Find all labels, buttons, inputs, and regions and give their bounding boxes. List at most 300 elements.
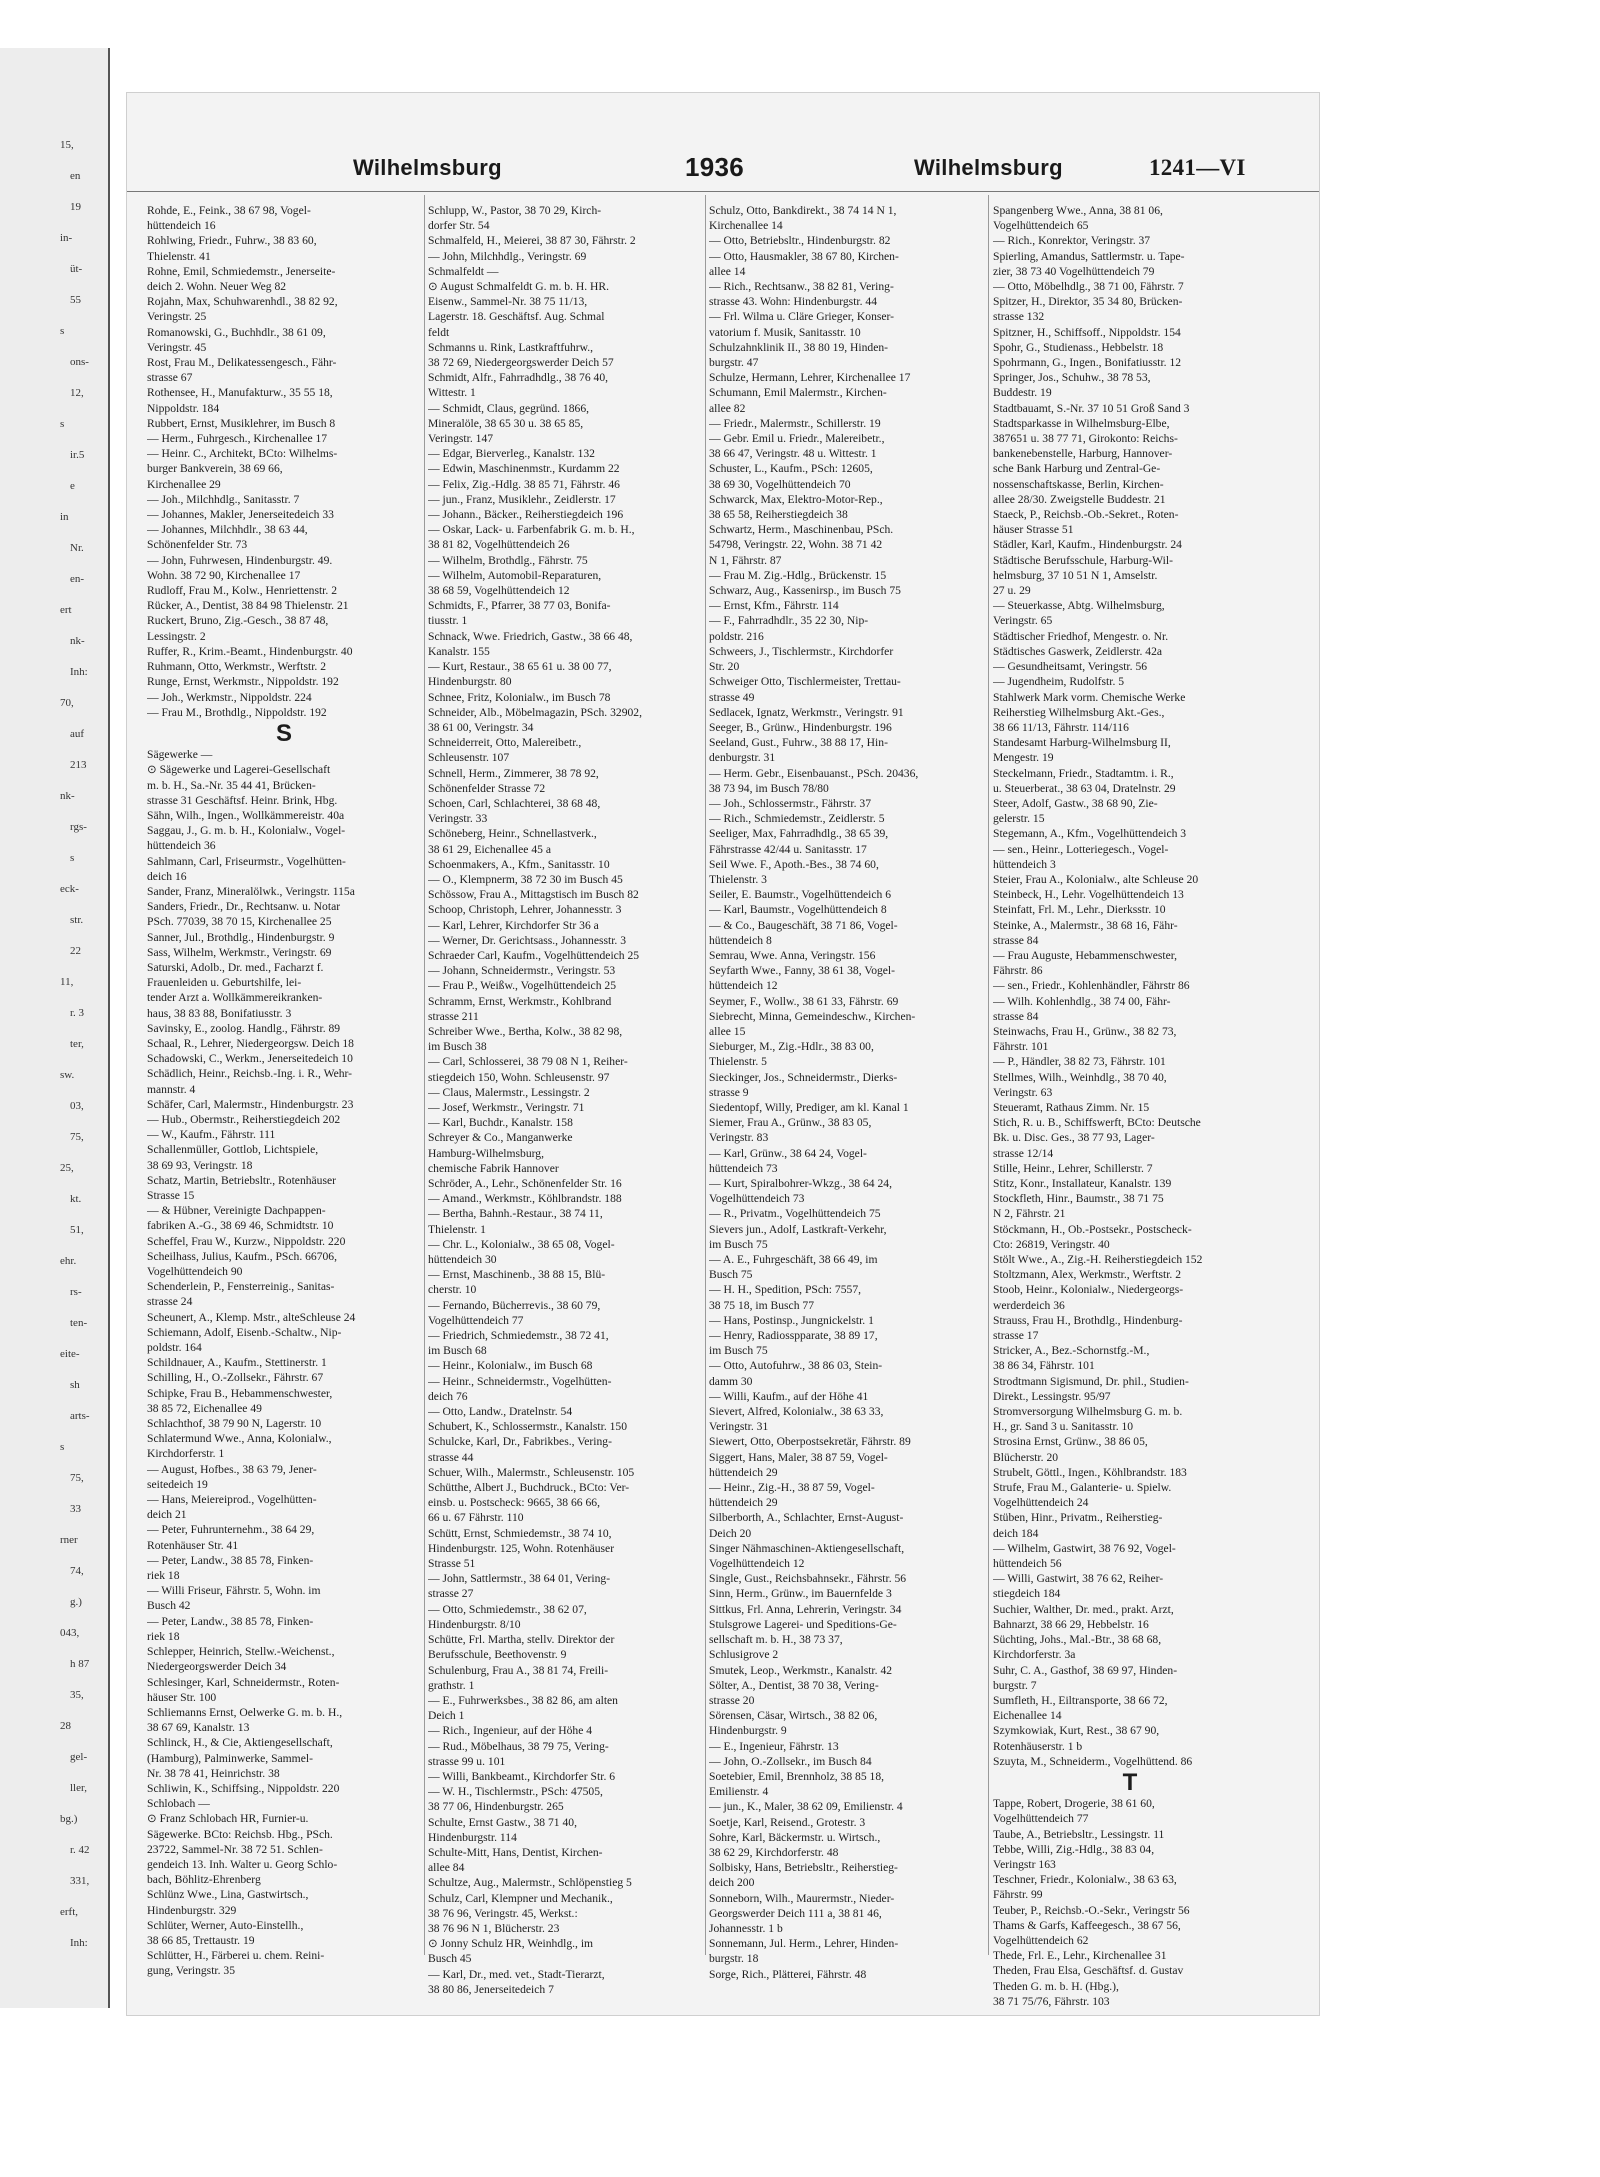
directory-entry-line: Schweiger Otto, Tischlermeister, Trettau- [709,675,901,689]
directory-entry-line: strasse 49 [709,690,755,704]
directory-entry-line: Sonnemann, Jul. Herm., Lehrer, Hinden- [709,1937,899,1951]
directory-entry-line: Eichenallee 14 [993,1709,1062,1723]
directory-entry-line: — Frau P., Weißw., Vogelhüttendeich 25 [428,979,616,993]
header-year: 1936 [685,152,745,182]
directory-entry-line: Schumann, Emil Malermstr., Kirchen- [709,386,887,400]
directory-entry-line: Spohr, G., Studienass., Hebbelstr. 18 [993,340,1164,354]
directory-entry-line: chemische Fabrik Hannover [428,1161,559,1175]
directory-entry-line: 38 66 85, Trettaustr. 19 [147,1933,255,1947]
directory-entry-line: Hindenburgstr. 125, Wohn. Rotenhäuser [428,1541,615,1555]
directory-entry-line: tiusstr. 1 [428,614,468,628]
directory-entry-line: Single, Gust., Reichsbahnsekr., Fährstr. 56 [709,1572,907,1586]
directory-entry-line: burgstr. 47 [709,356,759,370]
directory-entry-line: Seyfarth Wwe., Fanny, 38 61 38, Vogel- [709,964,896,978]
directory-entry-line: Seiler, E. Baumstr., Vogelhüttendeich 6 [709,888,892,902]
directory-entry-line: hüttendeich 12 [709,979,778,993]
directory-entry-line: 27 u. 29 [993,584,1031,598]
previous-page-fragment: 75, [70,1472,84,1484]
directory-entry-line: — E., Ingenieur, Fährstr. 13 [709,1739,839,1753]
directory-entry-line: hüttendeich 8 [709,933,772,947]
directory-entry-line: Städtischer Friedhof, Mengestr. o. Nr. [993,629,1169,643]
directory-entry-line: strasse 132 [993,310,1045,324]
directory-entry-line: — Peter, Landw., 38 85 78, Finken- [147,1553,314,1567]
directory-entry-line: Schlatermund Wwe., Anna, Kolonialw., [147,1432,332,1446]
directory-entry-line: hüttendeich 73 [709,1161,778,1175]
directory-entry-line: 38 71 75/76, Fährstr. 103 [993,1994,1110,2008]
directory-entry-line: Süchting, Johs., Mal.-Btr., 38 68 68, [993,1633,1162,1647]
column-divider [424,195,425,1955]
directory-entry-line: Lagerstr. 18. Geschäftsf. Aug. Schmal [428,310,605,324]
previous-page-fragment: 55 [70,294,81,306]
directory-entry-line: häuser Str. 100 [147,1690,217,1704]
directory-entry-line: Sedlacek, Ignatz, Werkmstr., Veringstr. 91 [709,705,904,719]
directory-entry-line: Schmanns u. Rink, Lastkraftfuhrw., [428,340,594,354]
directory-entry-line: Theden, Frau Elsa, Geschäftsf. d. Gustav [993,1964,1184,1978]
directory-entry-line: Savinsky, E., zoolog. Handlg., Fährstr. 89 [147,1021,341,1035]
directory-entry-line: Schöneberg, Heinr., Schnellastverk., [428,827,597,841]
previous-page-fragment: 22 [70,945,81,957]
directory-entry-line: 38 76 96 N 1, Blücherstr. 23 [428,1921,560,1935]
directory-entry-line: Schlobach — [147,1797,210,1811]
directory-entry-line: Schreiber Wwe., Bertha, Kolw., 38 82 98, [428,1024,623,1038]
directory-entry-line: Singer Nähmaschinen-Aktiengesellschaft, [709,1541,905,1555]
previous-page-fragment: Nr. [70,542,84,554]
directory-entry-line: Strauss, Frau H., Brothdlg., Hindenburg- [993,1313,1183,1327]
directory-entry-line: Schlünz Wwe., Lina, Gastwirtsch., [147,1888,309,1902]
previous-page-fragment: r. 3 [70,1007,85,1019]
directory-entry-line: Schweers, J., Tischlermstr., Kirchdorfer [709,644,894,658]
previous-page-fragment: str. [70,914,84,926]
directory-entry-line: haus, 38 83 88, Bonifatiusstr. 3 [147,1006,292,1020]
directory-entry-line: Sanders, Friedr., Dr., Rechtsanw. u. Notar [147,900,341,914]
directory-entry-line: Schlinck, H., & Cie, Aktiengesellschaft, [147,1736,333,1750]
directory-entry-line: Vogelhüttendeich 90 [147,1265,243,1279]
directory-entry-line: Schulcke, Karl, Dr., Fabrikbes., Vering- [428,1435,612,1449]
directory-entry-line: ⊙ Franz Schlobach HR, Furnier-u. [147,1812,309,1826]
directory-entry-line: Lessingstr. 2 [147,629,206,643]
directory-entry-line: Schilling, H., O.-Zollsekr., Fährstr. 67 [147,1371,324,1385]
directory-entry-line: 38 61 00, Veringstr. 34 [428,720,534,734]
directory-entry-line: strasse 27 [428,1587,474,1601]
directory-entry-line: Sähn, Wilh., Ingen., Wollkämmereistr. 40a [147,808,345,822]
directory-entry-line: 38 67 69, Kanalstr. 13 [147,1721,250,1735]
directory-entry-line: Siedentopf, Willy, Prediger, am kl. Kanal 1 [709,1100,909,1114]
directory-entry-line: riek 18 [147,1629,180,1643]
directory-entry-line: — P., Händler, 38 82 73, Fährstr. 101 [993,1055,1166,1069]
previous-page-fragment: in [60,511,69,523]
directory-entry-line: Städler, Karl, Kaufm., Hindenburgstr. 24 [993,538,1182,552]
directory-entry-line: — E., Fuhrwerksbes., 38 82 86, am alten [428,1693,618,1707]
directory-entry-line: — Karl, Buchdr., Kanalstr. 158 [428,1116,573,1130]
directory-entry-line: Nippoldstr. 184 [147,401,220,415]
directory-entry-line: im Busch 68 [428,1344,487,1358]
directory-entry-line: Thams & Garfs, Kaffeegesch., 38 67 56, [993,1918,1181,1932]
previous-page-fragment: ehr. [60,1255,77,1267]
directory-entry-line: Schulzahnklinik II., 38 80 19, Hinden- [709,340,889,354]
directory-entry-line: gelerstr. 15 [993,812,1045,826]
directory-entry-line: Fährstr. 86 [993,964,1043,978]
directory-entry-line: — Claus, Malermstr., Lessingstr. 2 [428,1085,590,1099]
directory-entry-line: — Fernando, Bücherrevis., 38 60 79, [428,1298,601,1312]
directory-entry-line: 38 86 34, Fährstr. 101 [993,1359,1095,1373]
directory-entry-line: allee 15 [709,1024,746,1038]
directory-entry-line: Siggert, Hans, Maler, 38 87 59, Vogel- [709,1450,888,1464]
directory-entry-line: 38 66 47, Veringstr. 48 u. Wittestr. 1 [709,447,877,461]
directory-entry-line: Schönenfelder Str. 73 [147,538,248,552]
directory-entry-line: Veringstr. 65 [993,614,1053,628]
directory-entry-line: Wohn. 38 72 90, Kirchenallee 17 [147,568,301,582]
directory-entry-line: poldstr. 164 [147,1341,202,1355]
previous-page-fragment: auf [70,728,85,740]
directory-entry-line: Schneiderreit, Otto, Malereibetr., [428,736,582,750]
directory-entry-line: Berufsschule, Beethovenstr. 9 [428,1648,567,1662]
directory-entry-line: — O., Klempnerm, 38 72 30 im Busch 45 [428,872,623,886]
directory-entry-line: Frauenleiden u. Geburtshilfe, lei- [147,976,302,990]
previous-page-fragment: s [60,325,65,337]
directory-entry-line: hüttendeich 16 [147,219,216,233]
directory-entry-line: Stellmes, Wilh., Weinhdlg., 38 70 40, [993,1070,1167,1084]
directory-entry-line: 66 u. 67 Fährstr. 110 [428,1511,524,1525]
previous-page-fragment: h 87 [70,1658,90,1670]
directory-entry-line: allee 82 [709,401,746,415]
directory-entry-line: Rubbert, Ernst, Musiklehrer, im Busch 8 [147,416,336,430]
directory-entry-line: — Heinr., Schneidermstr., Vogelhütten- [428,1374,612,1388]
directory-entry-line: vatorium f. Musik, Sanitasstr. 10 [709,325,861,339]
directory-entry-line: — Otto, Möbelhdlg., 38 71 00, Fährstr. 7 [993,280,1184,294]
directory-entry-line: Strufe, Frau M., Galanterie- u. Spielw. [993,1481,1172,1495]
directory-entry-line: Vogelhüttendeich 65 [993,219,1089,233]
directory-entry-line: Solbisky, Hans, Betriebsltr., Reiherstieg- [709,1861,898,1875]
directory-entry-line: Veringstr 163 [993,1857,1056,1871]
directory-entry-line: Schmidts, F., Pfarrer, 38 77 03, Bonifa- [428,599,611,613]
directory-entry-line: — Wilhelm, Brothdlg., Fährstr. 75 [428,553,588,567]
directory-entry-line: Hindenburgstr. 329 [147,1903,237,1917]
previous-page-fragment: 15, [60,139,74,151]
directory-entry-line: Sägewerke. BCto: Reichsb. Hbg., PSch. [147,1827,333,1841]
directory-entry-line: 38 68 59, Vogelhüttendeich 12 [428,584,570,598]
directory-entry-line: Schmalfeld, H., Meierei, 38 87 30, Fährstr. 2 [428,234,636,248]
directory-entry-line: Schulte, Ernst Gastw., 38 71 40, [428,1815,577,1829]
directory-entry-line: Emilienstr. 4 [709,1785,769,1799]
directory-entry-line: Stromversorgung Wilhelmsburg G. m. b. [993,1405,1183,1419]
section-letter: S [275,719,292,747]
directory-entry-line: Rotenhäuserstr. 1 b [993,1739,1083,1753]
section-letter: T [1122,1768,1138,1796]
directory-entry-line: Schoen, Carl, Schlachterei, 38 68 48, [428,796,601,810]
directory-entry-line: Schütte, Frl. Martha, stellv. Direktor der [428,1633,615,1647]
directory-entry-line: Str. 20 [709,660,740,674]
directory-entry-line: Hindenburgstr. 80 [428,675,512,689]
directory-entry-line: — Josef, Werkmstr., Veringstr. 71 [428,1100,585,1114]
header-place-left: Wilhelmsburg [353,155,502,180]
directory-page [126,92,1320,2016]
directory-entry-line: Rojahn, Max, Schuhwarenhdl., 38 82 92, [147,295,338,309]
directory-entry-line: Scheilhass, Julius, Kaufm., PSch. 66706, [147,1249,338,1263]
directory-entry-line: Romanowski, G., Buchhdlr., 38 61 09, [147,325,326,339]
directory-entry-line: — Steuerkasse, Abtg. Wilhelmsburg, [993,599,1165,613]
directory-entry-line: hüttendeich 56 [993,1557,1062,1571]
directory-entry-line: — Hans, Postinsp., Jungnickelstr. 1 [709,1313,874,1327]
directory-entry-line: — jun., Franz, Musiklehr., Zeidlerstr. 17 [428,492,616,506]
directory-entry-line: — Frl. Wilma u. Cläre Grieger, Konser- [709,310,895,324]
directory-entry-line: Sumfleth, H., Eiltransporte, 38 66 72, [993,1693,1168,1707]
directory-entry-line: Fährstrasse 42/44 u. Sanitasstr. 17 [709,842,867,856]
directory-entry-line: Stich, R. u. B., Schiffswerft, BCto: Deutsche [993,1116,1201,1130]
directory-entry-line: cherstr. 10 [428,1283,477,1297]
directory-entry-line: deich 184 [993,1526,1039,1540]
directory-entry-line: denburgstr. 31 [709,751,776,765]
directory-entry-line: Rohne, Emil, Schmiedemstr., Jenerseite- [147,264,336,278]
directory-entry-line: Cto: 26819, Veringstr. 40 [993,1237,1110,1251]
directory-entry-line: Stitz, Konr., Installateur, Kanalstr. 139 [993,1177,1172,1190]
directory-entry-line: — Willi, Kaufm., auf der Höhe 41 [709,1389,869,1403]
directory-entry-line: Schleusenstr. 107 [428,751,510,765]
directory-entry-line: u. Steuerberat., 38 63 04, Dratelnstr. 29 [993,781,1176,795]
directory-entry-line: Blücherstr. 20 [993,1450,1059,1464]
directory-entry-line: Schulenburg, Frau A., 38 81 74, Freili- [428,1663,609,1677]
directory-entry-line: — Friedr., Malermstr., Schillerstr. 19 [709,416,881,430]
directory-entry-line: Thielenstr. 1 [428,1222,486,1236]
directory-entry-line: gendeich 13. Inh. Walter u. Georg Schlo- [147,1857,338,1871]
directory-entry-line: Thielenstr. 41 [147,249,211,263]
directory-entry-line: Stegemann, A., Kfm., Vogelhüttendeich 3 [993,827,1187,841]
directory-entry-line: — Rich., Konrektor, Veringstr. 37 [993,234,1151,248]
directory-entry-line: Schulz, Carl, Klempner und Mechanik., [428,1891,613,1905]
directory-entry-line: Schiemann, Adolf, Eisenb.-Schaltw., Nip- [147,1325,342,1339]
directory-entry-line: Thede, Frl. E., Lehr., Kirchenallee 31 [993,1949,1167,1963]
directory-entry-line: Tebbe, Willi, Zig.-Hdlg., 38 83 04, [993,1842,1155,1856]
directory-entry-line: — W., Kaufm., Fährstr. 111 [147,1128,276,1142]
directory-entry-line: Runge, Ernst, Werkmstr., Nippoldstr. 192 [147,675,339,689]
directory-entry-line: — Otto, Landw., Dratelnstr. 54 [428,1405,573,1419]
directory-entry-line: — R., Privatm., Vogelhüttendeich 75 [709,1207,881,1221]
header-page-number: 1241—VI [1149,155,1246,180]
directory-entry-line: mannstr. 4 [147,1082,196,1096]
directory-entry-line: Spierling, Amandus, Sattlermstr. u. Tape- [993,249,1185,263]
directory-entry-line: — Peter, Landw., 38 85 78, Finken- [147,1614,314,1628]
directory-entry-line: damm 30 [709,1374,753,1388]
directory-entry-line: — Wilh. Kohlenhdlg., 38 74 00, Fähr- [993,994,1171,1008]
directory-entry-line: Siebrecht, Minna, Gemeindeschw., Kirchen- [709,1009,916,1023]
previous-page-fragment: 35, [70,1689,84,1701]
directory-entry-line: — Joh., Schlossermstr., Fährstr. 37 [709,796,871,810]
previous-page-fragment: 043, [60,1627,80,1639]
directory-entry-line: grathstr. 1 [428,1678,475,1692]
directory-entry-line: Steer, Adolf, Gastw., 38 68 90, Zie- [993,796,1158,810]
directory-entry-line: hüttendeich 29 [709,1465,778,1479]
directory-entry-line: Busch 45 [428,1952,472,1966]
directory-entry-line: Schädlich, Heinr., Reichsb.-Ing. i. R., Wehr- [147,1067,353,1081]
directory-entry-line: — Frau M. Zig.-Hdlg., Brückenstr. 15 [709,568,887,582]
directory-entry-line: 38 72 69, Niedergeorgswerder Deich 57 [428,356,614,370]
directory-entry-line: 38 81 82, Vogelhüttendeich 26 [428,538,570,552]
directory-entry-line: — Amand., Werkmstr., Köhlbrandstr. 188 [428,1192,622,1206]
directory-entry-line: hüttendeich 29 [709,1496,778,1510]
directory-entry-line: Silberborth, A., Schlachter, Ernst-August- [709,1511,904,1525]
directory-entry-line: — John, Milchhdlg., Veringstr. 69 [428,249,587,263]
previous-page-fragment: 11, [60,976,74,988]
previous-page-fragment: nk- [70,635,85,647]
directory-entry-line: — W. H., Tischlermstr., PSch: 47505, [428,1785,603,1799]
directory-entry-line: Stadtsparkasse in Wilhelmsburg-Elbe, [993,416,1170,430]
directory-entry-line: — Willi, Gastwirt, 38 76 62, Reiher- [993,1572,1164,1586]
directory-entry-line: — Otto, Schmiedemstr., 38 62 07, [428,1602,587,1616]
directory-entry-line: burgstr. 18 [709,1952,759,1966]
directory-entry-line: Rotenhäuser Str. 41 [147,1538,239,1552]
directory-entry-line: Sieckinger, Jos., Schneidermstr., Dierks- [709,1070,898,1084]
directory-entry-line: — Rich., Ingenieur, auf der Höhe 4 [428,1724,593,1738]
directory-entry-line: deich 21 [147,1508,187,1522]
directory-entry-line: Schultze, Aug., Malermstr., Schlöpenstieg 5 [428,1876,632,1890]
directory-entry-line: Schallenmüller, Gottlob, Lichtspiele, [147,1143,319,1157]
directory-entry-line: strasse 12/14 [993,1146,1054,1160]
directory-entry-line: Theden G. m. b. H. (Hbg.), [993,1979,1119,1993]
directory-entry-line: Schlusigrove 2 [709,1648,779,1662]
directory-entry-line: hüttendeich 3 [993,857,1056,871]
directory-entry-line: Rost, Frau M., Delikatessengesch., Fähr- [147,356,337,370]
previous-page-fragment: sw. [60,1069,75,1081]
directory-entry-line: Sölter, A., Dentist, 38 70 38, Vering- [709,1678,879,1692]
directory-entry-line: 387651 u. 38 77 71, Girokonto: Reichs- [993,432,1178,446]
directory-entry-line: Schubert, K., Schlossermstr., Kanalstr. 150 [428,1420,628,1434]
directory-entry-line: Sonneborn, Wilh., Maurermstr., Nieder- [709,1891,895,1905]
directory-entry-line: im Busch 38 [428,1040,487,1054]
directory-entry-line: Schnee, Fritz, Kolonialw., im Busch 78 [428,690,611,704]
previous-page-fragment: 25, [60,1162,74,1174]
directory-entry-line: Sass, Wilhelm, Werkmstr., Veringstr. 69 [147,945,332,959]
previous-page-fragment: 12, [70,387,84,399]
directory-entry-line: Kirchenallee 14 [709,219,783,233]
directory-entry-line: — & Hübner, Vereinigte Dachpappen- [147,1204,326,1218]
column-divider [705,195,706,1955]
directory-entry-line: 38 75 18, im Busch 77 [709,1298,814,1312]
directory-entry-line: — Willi, Bankbeamt., Kirchdorfer Str. 6 [428,1769,616,1783]
directory-entry-line: Rothensee, H., Manufakturw., 35 55 18, [147,386,333,400]
directory-entry-line: Schlachthof, 38 79 90 N, Lagerstr. 10 [147,1417,322,1431]
directory-entry-line: (Hamburg), Palminwerke, Sammel- [147,1751,313,1765]
directory-entry-line: Busch 42 [147,1599,191,1613]
directory-entry-line: Kirchdorferstr. 1 [147,1447,225,1461]
previous-page-fragment: s [60,418,65,430]
directory-entry-line: bankenebenstelle, Harburg, Hannover- [993,447,1173,461]
directory-entry-line: Mengestr. 19 [993,751,1054,765]
directory-entry-line: 38 61 29, Eichenallee 45 a [428,842,551,856]
directory-entry-line: — Herm. Gebr., Eisenbauanst., PSch. 20436, [709,766,919,780]
previous-page-fragment: nk- [60,790,75,802]
directory-entry-line: — Gebr. Emil u. Friedr., Malereibetr., [709,432,885,446]
directory-entry-line: Soetebier, Emil, Brennholz, 38 85 18, [709,1769,885,1783]
directory-entry-line: strasse 31 Geschäftsf. Heinr. Brink, Hbg. [147,793,338,807]
previous-page-fragment: Inh: [70,1937,88,1949]
directory-entry-line: strasse 20 [709,1693,755,1707]
directory-entry-line: 38 73 94, im Busch 78/80 [709,781,829,795]
directory-entry-line: Deich 20 [709,1526,752,1540]
column-divider [988,195,989,1955]
directory-entry-line: Mineralöle, 38 65 30 u. 38 65 85, [428,416,584,430]
directory-entry-line: Rohde, E., Feink., 38 67 98, Vogel- [147,204,311,217]
directory-entry-line: burgstr. 7 [993,1678,1037,1692]
directory-entry-line: Hindenburgstr. 114 [428,1830,517,1844]
directory-entry-line: Hindenburgstr. 9 [709,1724,787,1738]
directory-entry-line: — & Co., Baugeschäft, 38 71 86, Vogel- [709,918,898,932]
directory-entry-line: — Frau Auguste, Hebammenschwester, [993,948,1178,962]
directory-entry-line: — Johann., Bäcker., Reiherstiegdeich 196 [428,508,624,522]
directory-entry-line: Hamburg-Wilhelmsburg, [428,1146,544,1160]
directory-entry-line: Schatz, Martin, Betriebsltr., Rotenhäuser [147,1173,336,1187]
directory-entry-line: Deich 1 [428,1709,465,1723]
directory-entry-line: im Busch 75 [709,1344,768,1358]
directory-entry-line: Schuster, L., Kaufm., PSch: 12605, [709,462,873,476]
directory-entry-line: stiegdeich 150, Wohn. Schleusenstr. 97 [428,1070,610,1084]
directory-entry-line: — Ernst, Kfm., Fährstr. 114 [709,599,839,613]
directory-entry-line: Stille, Heinr., Lehrer, Schillerstr. 7 [993,1161,1153,1175]
directory-entry-line: Strubelt, Göttl., Ingen., Köhlbrandstr. 183 [993,1465,1187,1479]
directory-entry-line: Steinwachs, Frau H., Grünw., 38 82 73, [993,1024,1177,1038]
previous-page-fragment: ten- [70,1317,88,1329]
directory-entry-line: stiegdeich 184 [993,1587,1061,1601]
directory-entry-line: Buddestr. 19 [993,386,1052,400]
directory-entry-line: — Johannes, Makler, Jenerseitedeich 33 [147,508,334,522]
directory-entry-line: — Kurt, Restaur., 38 65 61 u. 38 00 77, [428,660,612,674]
directory-entry-line: Nr. 38 78 41, Heinrichstr. 38 [147,1766,280,1780]
directory-entry-line: Steckelmann, Friedr., Stadtamtm. i. R., [993,766,1174,780]
directory-entry-line: allee 28/30. Zweigstelle Buddestr. 21 [993,492,1166,506]
directory-entry-line: 38 80 86, Jenerseitedeich 7 [428,1982,554,1996]
directory-entry-line: Sahlmann, Carl, Friseurmstr., Vogelhütten- [147,854,346,868]
directory-entry-line: strasse 84 [993,1009,1039,1023]
directory-entry-line: strasse 211 [428,1009,479,1023]
directory-entry-line: Schwartz, Herm., Maschinenbau, PSch. [709,523,894,537]
directory-entry-line: H., gr. Sand 3 u. Sanitasstr. 10 [993,1420,1134,1434]
previous-page-fragment: in- [60,232,73,244]
directory-entry-line: Veringstr. 33 [428,812,488,826]
directory-entry-line: Saturski, Adolb., Dr. med., Facharzt f. [147,960,324,974]
directory-entry-line: Siemer, Frau A., Grünw., 38 83 05, [709,1116,872,1130]
directory-entry-line: Georgswerder Deich 111 a, 38 81 46, [709,1906,882,1920]
header-place-right: Wilhelmsburg [914,155,1063,180]
directory-entry-line: Smutek, Leop., Werkmstr., Kanalstr. 42 [709,1663,893,1677]
directory-entry-line: Suhr, C. A., Gasthof, 38 69 97, Hinden- [993,1663,1178,1677]
directory-entry-line: riek 18 [147,1569,180,1583]
directory-entry-line: Stölt Wwe., A., Zig.-H. Reiherstiegdeich 152 [993,1253,1203,1267]
directory-entry-line: — Kurt, Spiralbohrer-Wkzg., 38 64 24, [709,1177,892,1190]
directory-entry-line: Busch 75 [709,1268,753,1282]
directory-entry-line: helmsburg, 37 10 51 N 1, Amselstr. [993,568,1158,582]
directory-entry-line: Seeland, Gust., Fuhrw., 38 88 17, Hin- [709,736,888,750]
directory-entry-line: Stoltzmann, Alex, Werkmstr., Werftstr. 2 [993,1268,1182,1282]
directory-entry-line: — Joh., Werkmstr., Nippoldstr. 224 [147,690,312,704]
directory-entry-line: Veringstr. 25 [147,310,207,324]
directory-entry-line: Sinn, Herm., Grünw., im Bauernfelde 3 [709,1587,892,1601]
directory-entry-line: — Bertha, Bahnh.-Restaur., 38 74 11, [428,1207,603,1221]
directory-entry-line: Bahnarzt, 38 66 29, Hebbelstr. 16 [993,1617,1149,1631]
directory-entry-line: Schütt, Ernst, Schmiedemstr., 38 74 10, [428,1526,612,1540]
directory-entry-line: — Herm., Fuhrgesch., Kirchenallee 17 [147,432,328,446]
directory-entry-line: Ruhmann, Otto, Werkmstr., Werftstr. 2 [147,660,327,674]
previous-page-fragment: en- [70,573,85,585]
directory-entry-line: — Peter, Fuhrunternehm., 38 64 29, [147,1523,315,1537]
previous-page-fragment: 51, [70,1224,84,1236]
directory-entry-line: Taube, A., Betriebsltr., Lessingstr. 11 [993,1827,1165,1841]
directory-entry-line: ⊙ Jonny Schulz HR, Weinhdlg., im [428,1937,594,1951]
directory-entry-line: — Chr. L., Kolonialw., 38 65 08, Vogel- [428,1237,615,1251]
directory-entry-line: Sorge, Rich., Plätterei, Fährstr. 48 [709,1967,867,1981]
directory-entry-line: Szuyta, M., Schneiderm., Vogelhüttend. 86 [993,1754,1193,1768]
directory-entry-line: Sievers jun., Adolf, Lastkraft-Verkehr, [709,1222,887,1236]
directory-entry-line: — Wilhelm, Automobil-Reparaturen, [428,568,602,582]
directory-entry-line: Vogelhüttendeich 12 [709,1557,805,1571]
directory-entry-line: 38 77 06, Hindenburgstr. 265 [428,1800,564,1814]
